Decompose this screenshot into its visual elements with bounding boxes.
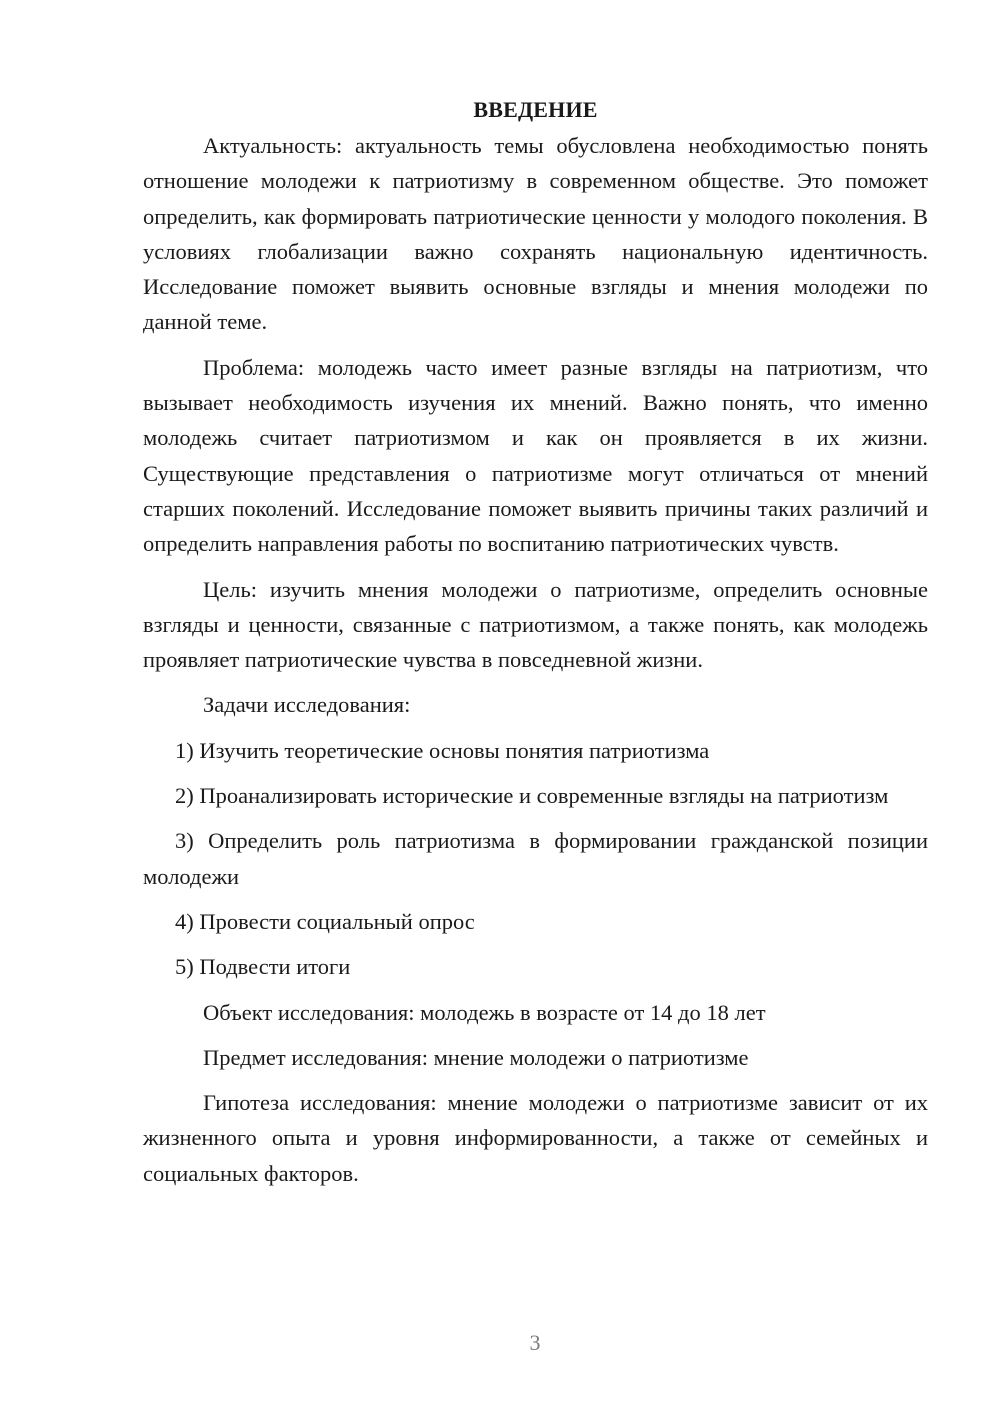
object-paragraph: Объект исследования: молодежь в возрасте от 14 до 18 лет — [203, 999, 766, 1025]
page-number: 3 — [529, 1330, 541, 1355]
page-content — [143, 92, 928, 1191]
tasks-heading: Задачи исследования: — [203, 692, 411, 718]
task-item-2: 2) Проанализировать исторические и современные взгляды на патриотизм — [175, 783, 889, 809]
task-item-4: 4) Провести социальный опрос — [175, 908, 475, 934]
section-title: ВВЕДЕНИЕ — [473, 97, 598, 122]
task-item-3: 3) Определить роль патриотизма в формировании гражданской позиции молодежи — [143, 828, 928, 889]
goal-paragraph: Цель: изучить мнения молодежи о патриотизме, определить основные взгляды и ценности, связанные с патриотизмом, а также понять, как молодежь проявляет патриотические чувства в повседневной жизни. — [143, 576, 928, 673]
hypothesis-paragraph: Гипотеза исследования: мнение молодежи о патриотизме зависит от их жизненного опыта и уровня информированности, а также от семейных и социальных факторов. — [143, 1090, 928, 1186]
relevance-paragraph: Актуальность: актуальность темы обусловлена необходимостью понять отношение молодежи к патриотизму в современном обществе. Это поможет определить, как формировать патриотические ценности у молодого поколения. В условиях глобализации важно сохранять национальную идентичность. Исследование поможет выявить основные взгляды и мнения молодежи по данной теме. — [143, 133, 928, 335]
task-item-1: 1) Изучить теоретические основы понятия патриотизма — [175, 737, 710, 763]
task-item-5: 5) Подвести итоги — [175, 954, 351, 980]
subject-paragraph: Предмет исследования: мнение молодежи о патриотизме — [203, 1044, 749, 1070]
problem-paragraph: Проблема: молодежь часто имеет разные взгляды на патриотизм, что вызывает необходимость изучения их мнений. Важно понять, что именно молодежь считает патриотизмом и как он проявляется в их жизни. Существующие представления о патриотизме могут отличаться от мнений старших поколений. Исследование поможет выявить причины таких различий и определить направления работы по воспитанию патриотических чувств. — [143, 354, 928, 557]
